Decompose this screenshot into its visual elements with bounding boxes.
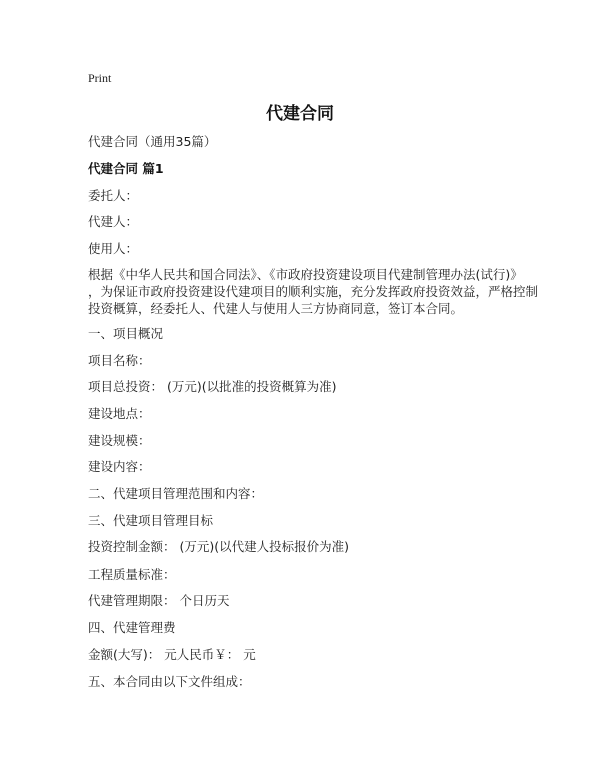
sec3-heading: 三、代建项目管理目标 [88, 513, 214, 528]
investment-control-line: 投资控制金额： (万元)(以代建人投标报价为准) [88, 539, 349, 554]
amount-line: 金额(大写)： 元人民币￥： 元 [88, 647, 256, 662]
intro-line: ，为保证市政府投资建设代建项目的顺利实施，充分发挥政府投资效益，严格控制 [88, 284, 539, 299]
intro-line: 投资概算，经委托人、代建人与使用人三方协商同意，签订本合同。 [88, 301, 464, 316]
sec2-heading: 二、代建项目管理范围和内容： [88, 486, 264, 501]
client-line: 委托人： [88, 188, 139, 203]
document-subtitle: 代建合同（通用35篇） [88, 134, 217, 149]
content-line: 建设内容： [88, 459, 151, 474]
project-name-line: 项目名称： [88, 353, 151, 368]
sec5-heading: 五、本合同由以下文件组成： [88, 674, 251, 689]
sec4-heading: 四、代建管理费 [88, 620, 176, 635]
intro-line: 根据《中华人民共和国合同法》、《市政府投资建设项目代建制管理办法(试行)》 [88, 267, 523, 282]
section-heading: 代建合同 篇1 [88, 161, 164, 176]
print-label: Print [88, 71, 112, 85]
sec1-heading: 一、项目概况 [88, 326, 164, 341]
management-period-line: 代建管理期限： 个日历天 [88, 593, 230, 608]
total-investment-line: 项目总投资： (万元)(以批准的投资概算为准) [88, 379, 337, 394]
quality-standard-line: 工程质量标准： [88, 567, 176, 582]
document-title: 代建合同 [266, 104, 334, 124]
scale-line: 建设规模： [88, 433, 151, 448]
location-line: 建设地点： [88, 406, 151, 421]
agent-line: 代建人： [88, 214, 139, 229]
user-line: 使用人： [88, 241, 139, 256]
intro-paragraph [88, 266, 539, 317]
